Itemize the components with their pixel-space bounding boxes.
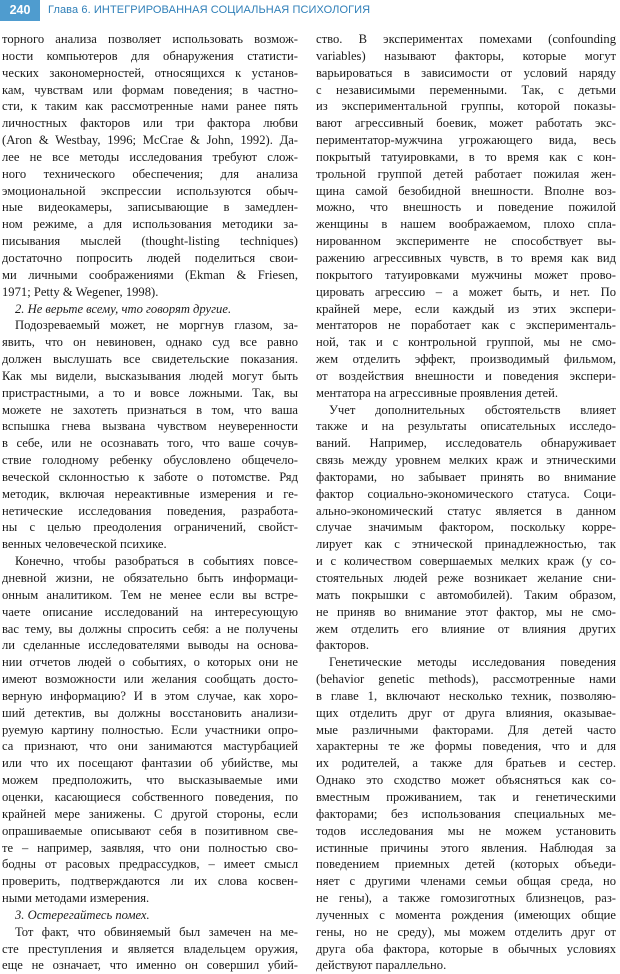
text-line: ном режиме, а для использования методики за- bbox=[2, 217, 298, 232]
text-line: варьироваться в зависимости от условий наряду bbox=[316, 65, 616, 80]
text-line: личностных факторов или три фактора любви bbox=[2, 116, 298, 131]
text-line: от воздействия внешности и поведения экспери- bbox=[316, 368, 616, 383]
text-line: Генетические методы исследования поведения bbox=[329, 655, 616, 670]
text-line: можете не захотеть признаться в том, что ваша bbox=[2, 402, 298, 417]
text-line: опрашиваемые описывают себя в позитивном све- bbox=[2, 823, 298, 838]
text-line: жем отделить его влияние от влияния других bbox=[316, 621, 616, 636]
text-line: покрытый татуировками, в то время как с кон- bbox=[316, 149, 616, 164]
text-line: факторами, но забывает принять во внимание bbox=[316, 469, 616, 484]
text-line: гены, но не среду), мы можем отделить друг от bbox=[316, 924, 616, 939]
text-line: лее не все методы исследования требуют слож- bbox=[2, 149, 298, 164]
text-line: поведением приемных детей (которых объеди- bbox=[316, 857, 616, 872]
text-line: методик, включая нереактивные измерения и ге- bbox=[2, 486, 298, 501]
text-line: ные видеокамеры, записывающие в замедлен- bbox=[2, 200, 298, 215]
text-line: щих отделить друг от друга влияния, оказывае- bbox=[316, 705, 616, 720]
text-line: мать покрышки с автомобилей). Таким образом, bbox=[316, 587, 616, 602]
text-line: ший детектив, вы должны восстановить анализи- bbox=[2, 705, 298, 720]
text-line: variables) называют факторы, которые могут bbox=[316, 48, 616, 63]
text-line: лученных с момента рождения (имеющих общие bbox=[316, 907, 616, 922]
text-line: нированном эксперименте не способствует вы- bbox=[316, 234, 616, 249]
text-line: случае значимым фактором, поскольку корре- bbox=[316, 520, 616, 535]
text-line: Подозреваемый может, не моргнув глазом, за- bbox=[15, 318, 298, 333]
text-line: женщины в нашем воображаемом, плохо спла- bbox=[316, 217, 616, 232]
text-line: с независимыми переменными. Так, с детьми bbox=[316, 82, 616, 97]
text-line: руемую картину полностью. Если участники опро- bbox=[2, 722, 298, 737]
text-line: вают агрессивный боевик, может работать экс- bbox=[316, 116, 616, 131]
text-line: ство. В экспериментах помехами (confounding bbox=[316, 32, 616, 46]
text-line: не приняв во внимание этот фактор, мы не смо- bbox=[316, 604, 616, 619]
text-line: Однако это сходство может объясняться как со- bbox=[316, 773, 616, 788]
text-line: крайней мере занижены. С другой стороны, если bbox=[2, 806, 298, 821]
text-line: проверить, подтверждаются ли их слова косвен- bbox=[2, 874, 298, 889]
text-line: лирует как с этнической принадлежностью, так bbox=[316, 537, 616, 552]
text-line: бодны от расовых предрассудков, – имеет смысл bbox=[2, 857, 298, 872]
running-head: Глава 6. ИНТЕГРИРОВАННАЯ СОЦИАЛЬНАЯ ПСИХОЛОГИЯ bbox=[48, 4, 371, 16]
text-line: сте преступления и является владельцем оружия, bbox=[2, 941, 298, 956]
text-line: явить, что он невиновен, однако суд все равно bbox=[2, 335, 298, 350]
text-line: ности компьютеров для обнаружения статисти- bbox=[2, 48, 298, 63]
text-line: Учет дополнительных обстоятельств влияет bbox=[329, 402, 616, 417]
text-line: характерны те же формы поведения, что и для bbox=[316, 739, 616, 754]
text-line: периментатор-мужчина угрожающего вида, весь bbox=[316, 133, 616, 148]
text-line: нии отчетов людей о событиях, о которых они не bbox=[2, 655, 298, 670]
text-line: 1971; Petty & Wegener, 1998). bbox=[2, 284, 159, 299]
text-line: и с количеством совершаемых мелких краж (у со- bbox=[316, 554, 616, 569]
text-line: няет с другими членами семьи общая среда, но bbox=[316, 874, 616, 889]
text-line: крайней мере, если каждый из этих экспери- bbox=[316, 301, 616, 316]
text-line: оценки, касающиеся собственного поведения, по bbox=[2, 789, 298, 804]
text-line: 2. Не верьте всему, что говорят другие. bbox=[15, 301, 232, 316]
text-line: истинные причины этого явления. Наблюдая за bbox=[316, 840, 616, 855]
text-line: в главе 1, включают несколько техник, позволяю- bbox=[316, 688, 616, 703]
text-line: их родителей, а также для братьев и сестер. bbox=[316, 756, 616, 771]
text-line: действуют параллельно. bbox=[316, 958, 447, 973]
text-line: 3. Остерегайтесь помех. bbox=[15, 907, 150, 922]
text-line: ментаторов не поработает как с эксперименталь- bbox=[316, 318, 616, 333]
text-line: нетические исследования поведения, разработа- bbox=[2, 503, 298, 518]
text-line: жем отделить эффект, производимый фильмом, bbox=[316, 352, 616, 367]
text-line: Конечно, чтобы разобраться в событиях повсе- bbox=[15, 554, 298, 569]
text-line: верную информацию? И в этом случае, как хоро- bbox=[2, 688, 298, 703]
text-line: должен выслушать все свидетельские показания. bbox=[2, 352, 298, 367]
text-line: кам, чувствам или формам поведения; в частно- bbox=[2, 82, 298, 97]
text-line: достаточно попросить людей поделиться свои- bbox=[2, 250, 298, 265]
text-line: сти, к таким как рассмотренные нами ранее пять bbox=[2, 99, 298, 114]
text-line: факторами; без использования специальных ме- bbox=[316, 806, 616, 821]
text-line: из экспериментальной группы, которой показы- bbox=[316, 99, 616, 114]
text-line: ными методами измерения. bbox=[2, 891, 150, 906]
text-line: не гены), а также гомозиготных близнецов, раз- bbox=[316, 891, 616, 906]
page-header bbox=[0, 0, 620, 22]
text-line: мые различными факторами. Для детей часто bbox=[316, 722, 616, 737]
text-line: покрытого татуировками мужчины может прово- bbox=[316, 267, 616, 282]
text-line: ческих закономерностей, относящихся к установ- bbox=[2, 65, 298, 80]
text-line: можем предположить, что высказываемые ими bbox=[2, 773, 298, 788]
text-line: вспышка гнева вызвана чувством неуверенности bbox=[2, 419, 298, 434]
text-line: щина самой безобидной внешности. Вполне воз- bbox=[316, 183, 616, 198]
text-line: также и на результаты описательных исследо- bbox=[316, 419, 616, 434]
text-line: са признают, что они занимаются мастурбацией bbox=[2, 739, 298, 754]
text-line: эмоциональной экспрессии используются обыч- bbox=[2, 183, 298, 198]
text-line: писывания мыслей (thought-listing techniques) bbox=[2, 234, 298, 249]
text-line: трольной группой детей работает пожилая жен- bbox=[316, 166, 616, 181]
text-line: ного технического обеспечения; для анализа bbox=[2, 166, 298, 181]
text-line: еще не означает, что именно он совершил убий- bbox=[2, 958, 298, 973]
left-column bbox=[2, 31, 298, 974]
text-line: Как мы видели, высказывания людей могут быть bbox=[2, 368, 298, 383]
text-line: венных человеческой психике. bbox=[2, 537, 167, 552]
text-line: имеют возможности или желания сообщать досто- bbox=[2, 672, 298, 687]
text-line: дневной жизни, не обязательно быть информаци- bbox=[2, 571, 298, 585]
text-line: связь между уровнем мелких краж и этническими bbox=[316, 453, 616, 468]
text-line: друга оба фактора, которые в обычных условиях bbox=[316, 941, 616, 956]
text-line: вас тему, вы должны спросить себя: а не получены bbox=[2, 621, 298, 636]
text-line: веческой склонностью к заботе о потомстве. Ряд bbox=[2, 469, 298, 484]
text-line: ражению агрессивных чувств, в то время как вид bbox=[316, 250, 616, 265]
text-line: (behavior genetic methods), рассмотренные нами bbox=[316, 672, 616, 687]
text-line: в себе, или не осознавать того, что ваше сочув- bbox=[2, 436, 298, 451]
text-line: (Aron & Westbay, 1996; McCrae & John, 1992). Да- bbox=[2, 133, 298, 148]
text-line: тодов исследования мы не можем установить bbox=[316, 823, 616, 838]
text-line: пристрастными, а то и вовсе ложными. Так, вы bbox=[2, 385, 298, 400]
text-line: ствие голодному ребенку обусловлено общечело- bbox=[2, 453, 298, 468]
text-line: онным аналитиком. Тем не менее если вы встре- bbox=[2, 587, 298, 602]
text-line: ментатора на агрессивные проявления детей. bbox=[316, 385, 559, 400]
text-line: ли сделанные исследователями выводы на основа- bbox=[2, 638, 298, 653]
text-line: вместным проживанием, так и генетическими bbox=[316, 789, 616, 804]
page-number: 240 bbox=[0, 0, 40, 21]
text-line: чаете описание исследований на интересующую bbox=[2, 604, 298, 619]
text-line: Тот факт, что обвиняемый был замечен на ме- bbox=[15, 924, 298, 939]
text-line: ной, так и с контрольной группой, мы не смо- bbox=[316, 335, 616, 350]
text-line: ны с целью преодоления ограничений, свойст- bbox=[2, 520, 298, 535]
right-column bbox=[316, 31, 616, 974]
text-line: ваний. Например, исследователь обнаруживает bbox=[316, 436, 616, 451]
text-line: торного анализа позволяет использовать возмож- bbox=[2, 32, 298, 46]
text-line: фактор социально-экономического статуса. Соци- bbox=[316, 486, 616, 501]
text-line: или что их посещают фантазии об убийстве, мы bbox=[2, 756, 298, 771]
text-line: ми личными соображениями (Ekman & Friesen, bbox=[2, 267, 298, 282]
text-line: цировать агрессию – а может быть, и нет. По bbox=[316, 284, 616, 299]
text-line: факторов. bbox=[316, 638, 370, 653]
text-line: ально-экономический статус является в данном bbox=[316, 503, 616, 518]
text-line: стоятельных людей реже возникает желание сни- bbox=[316, 571, 616, 585]
text-line: можно, что внешность и поведение пожилой bbox=[316, 200, 616, 215]
text-line: те – например, заявляя, что они полностью сво- bbox=[2, 840, 298, 855]
